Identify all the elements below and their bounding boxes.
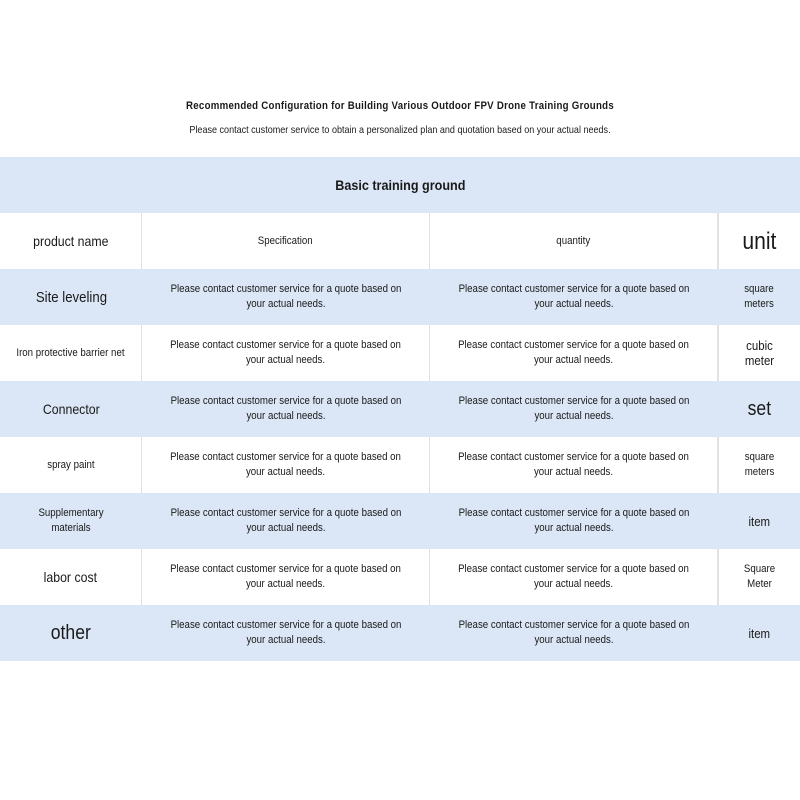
unit-text: square meters [744,283,774,310]
unit-text: item [748,625,770,641]
product-name: spray paint [46,458,95,471]
page-title: Recommended Configuration for Building Various Outdoor FPV Drone Training Grounds [186,100,614,112]
product-name: Iron protective barrier net [16,346,125,359]
quantity-cell [430,605,718,661]
table-row [0,605,800,661]
table-row [0,325,800,381]
column-header-quantity-label: quantity [556,234,591,247]
unit-cell [718,605,800,661]
table-row [0,269,800,325]
spec-cell [142,325,430,381]
unit-text: cubic meter [744,338,775,368]
quantity-text: Please contact customer service for a quote based on your actual needs. [458,619,690,646]
column-header-spec-label: Specification [258,234,313,247]
product-name: other [50,621,92,644]
spec-text: Please contact customer service for a quote based on your actual needs. [170,339,401,366]
spec-cell [142,493,430,549]
unit-text: set [747,397,771,420]
column-header-unit [718,213,800,269]
quantity-cell [430,437,718,493]
quantity-cell [430,549,718,605]
product-cell [0,325,142,381]
configuration-table [0,157,800,661]
product-name: Supplementary materials [38,507,104,534]
column-header-product-label: product name [32,232,109,249]
spec-cell [142,549,430,605]
table-row [0,437,800,493]
spec-cell [142,605,430,661]
column-header-unit-label: unit [742,227,777,255]
quantity-cell [430,493,718,549]
spec-cell [142,269,430,325]
product-cell [0,269,142,325]
spec-cell [142,381,430,437]
spec-text: Please contact customer service for a quote based on your actual needs. [170,563,401,590]
unit-cell [718,493,800,549]
quantity-cell [430,269,718,325]
unit-text: Square Meter [743,563,776,590]
product-name: Site leveling [35,288,107,306]
quantity-cell [430,325,718,381]
column-header-quantity [430,213,718,269]
unit-cell [718,269,800,325]
unit-text: item [748,513,770,529]
product-cell [0,437,142,493]
product-cell [0,381,142,437]
quantity-text: Please contact customer service for a quote based on your actual needs. [458,563,689,590]
spec-text: Please contact customer service for a quote based on your actual needs. [170,283,402,310]
spec-cell [142,437,430,493]
spec-text: Please contact customer service for a quote based on your actual needs. [170,395,402,422]
page-subtitle: Please contact customer service to obtain a personalized plan and quotation based on your actual needs. [189,124,611,136]
table-row [0,549,800,605]
quantity-text: Please contact customer service for a quote based on your actual needs. [458,339,689,366]
unit-text: square meters [744,451,775,478]
column-header-product [0,213,142,269]
unit-cell [718,325,800,381]
product-cell [0,493,142,549]
unit-cell [718,549,800,605]
unit-cell [718,437,800,493]
table-row [0,493,800,549]
unit-cell [718,381,800,437]
quantity-text: Please contact customer service for a quote based on your actual needs. [458,395,690,422]
section-title: Basic training ground [334,177,466,193]
spec-text: Please contact customer service for a quote based on your actual needs. [170,619,402,646]
spec-text: Please contact customer service for a quote based on your actual needs. [170,451,401,478]
product-name: Connector [42,400,100,417]
table-row [0,381,800,437]
quantity-text: Please contact customer service for a quote based on your actual needs. [458,283,690,310]
table-header-row [0,213,800,269]
quantity-text: Please contact customer service for a quote based on your actual needs. [458,451,689,478]
section-header [0,157,800,213]
quantity-cell [430,381,718,437]
product-name: labor cost [43,568,98,585]
product-cell [0,549,142,605]
quantity-text: Please contact customer service for a quote based on your actual needs. [458,507,690,534]
product-cell [0,605,142,661]
spec-text: Please contact customer service for a quote based on your actual needs. [170,507,402,534]
column-header-spec [142,213,430,269]
